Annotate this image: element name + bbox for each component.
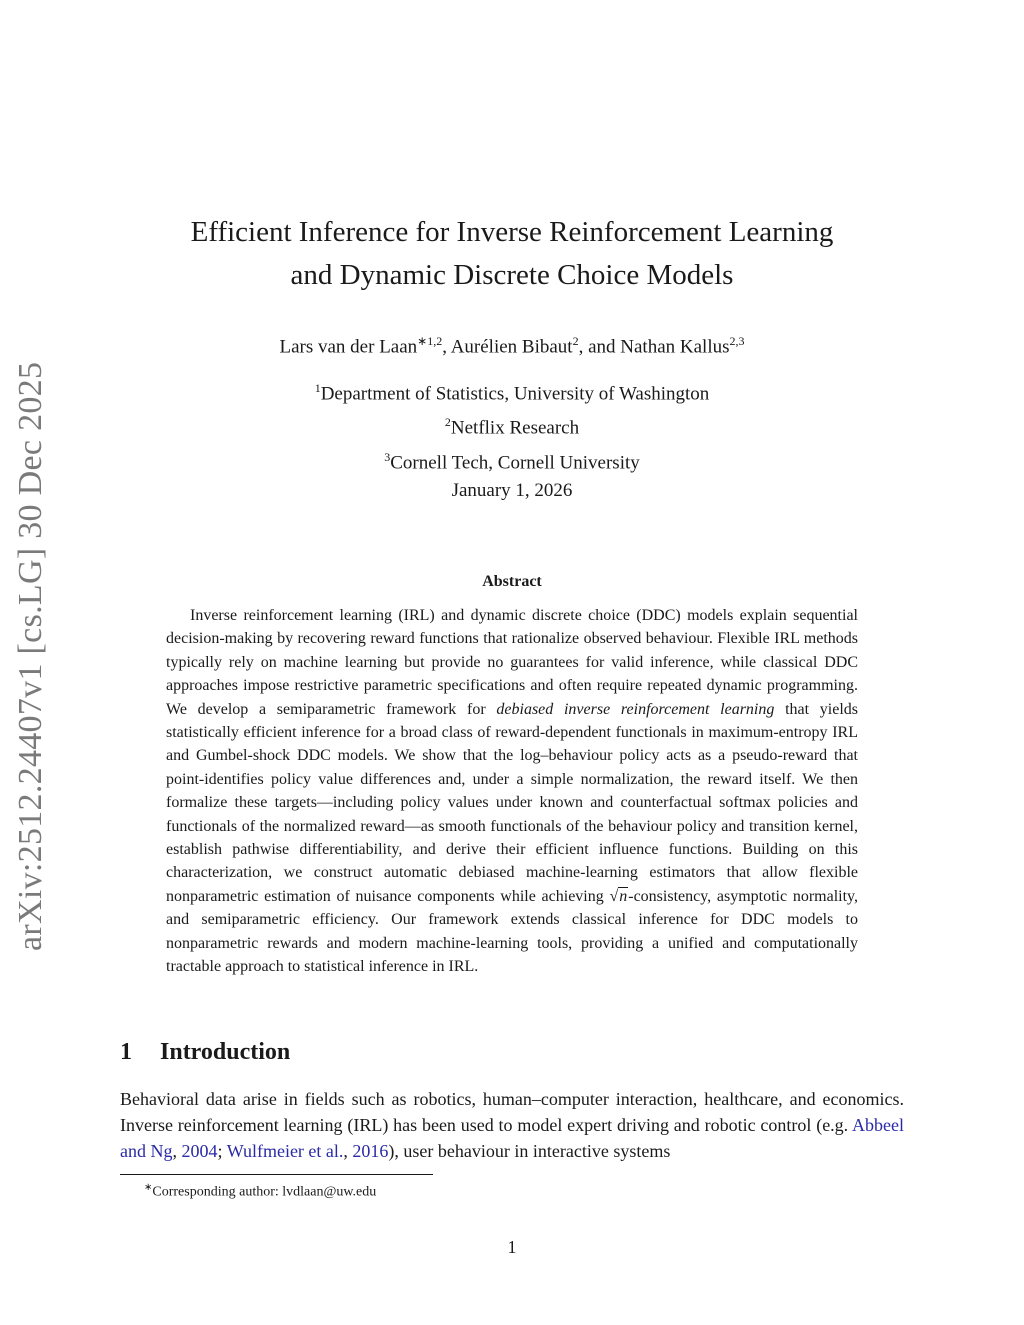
citation-separator: , [343, 1141, 353, 1162]
arxiv-identifier: arXiv:2512.24407v1 [cs.LG] 30 Dec 2025 [12, 361, 49, 951]
author-name: Aurélien Bibaut [450, 336, 573, 358]
abstract-heading: Abstract [482, 573, 542, 590]
section-title: Introduction [160, 1039, 291, 1065]
affiliation-list [150, 374, 874, 477]
affiliation-text: Department of Statistics, University of Washington [320, 383, 710, 405]
citation-year-link[interactable]: 2004 [181, 1141, 218, 1162]
sqrt-n-symbol [609, 887, 628, 905]
abstract-text: -consistency, asymptotic normality, and semiparametric efficiency. Our framework extends classical inference for DDC models to nonparametric rewards and modern machine-learning tools, providing a unified and computationally tractable approach to statistical inference in IRL. [166, 887, 858, 976]
affiliation-number: 1 [314, 381, 321, 395]
sqrt-radical: √ [609, 887, 619, 905]
author-affiliation-mark: 2,3 [729, 334, 745, 348]
introduction-paragraph [120, 1086, 904, 1165]
paper-date: January 1, 2026 [451, 480, 573, 501]
author-name: Lars van der Laan [279, 336, 418, 358]
citation-year-link[interactable]: 2016 [352, 1141, 389, 1162]
affiliation-text: Netflix Research [450, 417, 580, 439]
section-heading [120, 1036, 290, 1068]
author-separator: , and [578, 336, 621, 358]
intro-text: ), user behaviour in interactive systems [388, 1141, 671, 1162]
abstract-text: that yields statistically efficient inference for a broad class of reward-dependent functionals in maximum-entropy IRL and Gumbel-shock DDC models. We show that the log–behaviour policy acts as a pseudo-reward that point-identifies policy value differences and, under a simple normalization, the reward itself. We then formalize these targets—including policy values under known and counterfactual softmax policies and functionals of the normalized reward—as smooth functionals of the behaviour policy and transition kernel, establish pathwise differentiability, and derive their efficient influence functions. Building on this characterization, we construct automatic debiased machine-learning estimators that allow flexible nonparametric estimation of nuisance components while achieving [166, 700, 859, 905]
author-separator: , [442, 336, 451, 358]
paper-title [150, 211, 874, 297]
sqrt-variable: n [619, 887, 628, 905]
affiliation-number: 3 [384, 449, 391, 464]
affiliation [150, 443, 874, 477]
footnote [144, 1178, 376, 1203]
author-name: Nathan Kallus [620, 336, 730, 358]
author-affiliation-mark: ∗1,2 [417, 334, 443, 348]
citation-separator: , [172, 1141, 182, 1162]
author-list [150, 327, 874, 361]
footnote-mark: ∗ [144, 1182, 153, 1193]
footnote-text: Corresponding author: lvdlaan@uw.edu [152, 1184, 377, 1200]
affiliation-text: Cornell Tech, Cornell University [390, 451, 640, 473]
title-line-1: Efficient Inference for Inverse Reinforcement Learning [190, 216, 834, 248]
citation-link[interactable]: Wulfmeier et al. [226, 1141, 344, 1162]
intro-text: Behavioral data arise in fields such as robotics, human–computer interaction, healthcare, and economics. Inverse reinforcement learning (IRL) has been used to model expert driving and robotic control (e.g. [120, 1089, 904, 1136]
affiliation [150, 408, 874, 442]
abstract-body [166, 604, 858, 979]
abstract-text: Inverse reinforcement learning (IRL) and dynamic discrete choice (DDC) models explain sequential decision-making by recovering reward functions that rationalize observed behaviour. Flexible IRL methods typically rely on machine learning but provide no guarantees for valid inference, while classical DDC approaches impose restrictive parametric specifications and often require repeated dynamic programming. We develop a semiparametric framework for [166, 607, 858, 718]
footnote-divider [120, 1174, 433, 1175]
citation-separator: ; [217, 1141, 227, 1162]
page-number: 1 [507, 1237, 517, 1257]
affiliation-number: 2 [444, 415, 451, 430]
section-number: 1 [120, 1039, 132, 1065]
affiliation [150, 374, 874, 408]
citation-link[interactable]: Abbeel and Ng [120, 1115, 904, 1162]
author-affiliation-mark: 2 [572, 334, 579, 348]
title-line-2: and Dynamic Discrete Choice Models [290, 259, 734, 291]
abstract-emphasis: debiased inverse reinforcement learning [496, 700, 775, 718]
